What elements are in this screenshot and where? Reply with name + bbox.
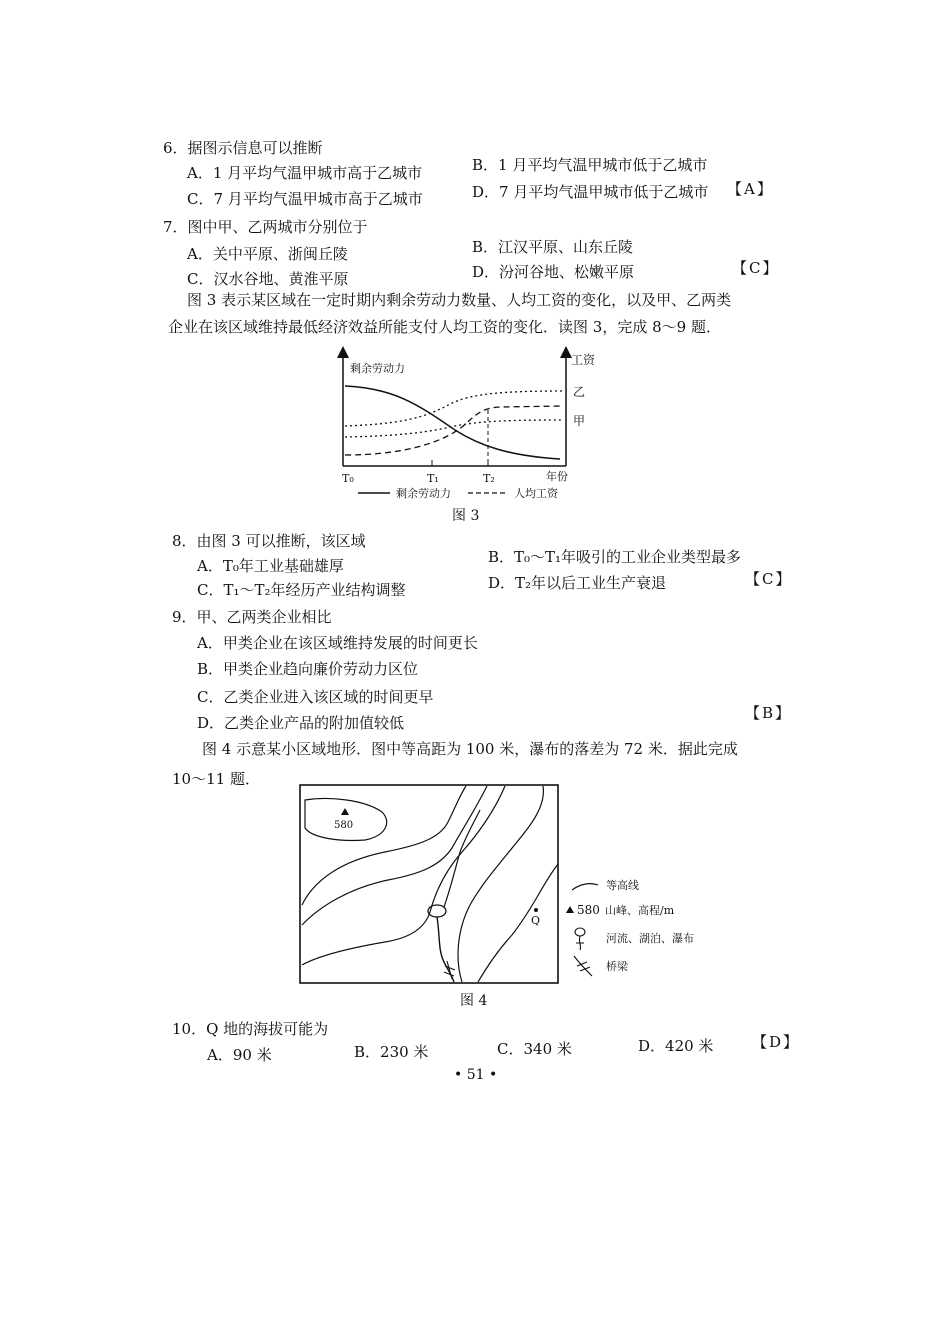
q8-answer: 【C】 bbox=[745, 570, 793, 588]
q6-option-b: B．1 月平均气温甲城市低于乙城市 bbox=[472, 156, 708, 174]
q7-option-a: A．关中平原、浙闽丘陵 bbox=[187, 245, 348, 263]
q6-option-d: D．7 月平均气温甲城市低于乙城市 bbox=[472, 183, 709, 201]
fig3-jia-label: 甲 bbox=[573, 414, 586, 428]
q6-option-c: C．7 月平均气温甲城市高于乙城市 bbox=[187, 190, 423, 208]
q8-option-c: C．T₁～T₂年经历产业结构调整 bbox=[197, 581, 406, 599]
fig4-map-frame bbox=[300, 785, 558, 983]
q7-option-c: C．汉水谷地、黄淮平原 bbox=[187, 270, 349, 288]
fig4-q-label: Q bbox=[531, 914, 541, 927]
fig4-contour-5 bbox=[478, 864, 558, 982]
fig4-legend-bridge-label: 桥梁 bbox=[606, 960, 628, 973]
q6-option-a: A．1 月平均气温甲城市高于乙城市 bbox=[187, 164, 423, 182]
fig4-peak-label: 580 bbox=[334, 820, 354, 831]
fig4-legend-bridge-icon bbox=[574, 956, 592, 976]
q10-answer: 【D】 bbox=[752, 1033, 801, 1051]
fig4-peak-icon bbox=[341, 808, 349, 815]
q10-option-b: B．230 米 bbox=[354, 1043, 429, 1061]
q7-option-b: B．江汉平原、山东丘陵 bbox=[472, 238, 634, 256]
fig4-legend-contour-icon bbox=[572, 884, 598, 890]
q7-option-d: D．汾河谷地、松嫩平原 bbox=[472, 263, 635, 281]
fig3-x-axis-label: 年份 bbox=[546, 470, 568, 483]
fig3-right-axis-label: 工资 bbox=[571, 353, 596, 367]
fig4-caption: 图 4 bbox=[460, 993, 488, 1009]
fig3-legend-solid-label: 剩余劳动力 bbox=[396, 487, 451, 500]
fig3-t1-label: T₁ bbox=[427, 472, 439, 485]
intro-fig3-line2: 企业在该区域维持最低经济效益所能支付人均工资的变化．读图 3，完成 8～9 题． bbox=[168, 318, 721, 336]
fig4-legend-lake-icon bbox=[575, 928, 585, 936]
q8-option-a: A．T₀年工业基础雄厚 bbox=[197, 557, 344, 575]
fig4-legend-contour-label: 等高线 bbox=[606, 879, 639, 892]
q10-option-d: D．420 米 bbox=[638, 1037, 714, 1055]
page-number: • 51 • bbox=[454, 1067, 498, 1083]
fig4-river-upstream bbox=[444, 810, 480, 907]
fig4-legend-peak-label: 山峰、高程/m bbox=[605, 904, 675, 917]
q7-stem: 7．图中甲、乙两城市分别位于 bbox=[163, 218, 368, 236]
fig3-legend-dashed-label: 人均工资 bbox=[514, 487, 558, 500]
fig4-legend-river-label: 河流、湖泊、瀑布 bbox=[606, 932, 694, 945]
q8-option-b: B．T₀～T₁年吸引的工业企业类型最多 bbox=[488, 548, 742, 566]
q8-stem: 8．由图 3 可以推断，该区域 bbox=[172, 532, 366, 550]
fig4-legend-peak-icon bbox=[566, 906, 574, 913]
fig3-caption: 图 3 bbox=[452, 508, 480, 524]
fig4-legend-peak-number: 580 bbox=[577, 903, 600, 917]
q10-stem: 10．Q 地的海拔可能为 bbox=[172, 1020, 329, 1038]
q9-option-d: D．乙类企业产品的附加值较低 bbox=[197, 714, 405, 732]
q9-option-c: C．乙类企业进入该区域的时间更早 bbox=[197, 688, 434, 706]
fig3-left-axis-label: 剩余劳动力 bbox=[350, 362, 405, 375]
fig3-yi-label: 乙 bbox=[573, 385, 586, 399]
q9-stem: 9．甲、乙两类企业相比 bbox=[172, 608, 332, 626]
q9-option-a: A．甲类企业在该区域维持发展的时间更长 bbox=[197, 634, 478, 652]
q8-option-d: D．T₂年以后工业生产衰退 bbox=[488, 574, 667, 592]
intro-fig4-line2: 10～11 题． bbox=[172, 770, 260, 788]
fig4-contour-1 bbox=[302, 786, 466, 905]
fig4-q-point bbox=[534, 908, 538, 912]
q10-option-c: C．340 米 bbox=[497, 1040, 572, 1058]
intro-fig3-line1: 图 3 表示某区域在一定时期内剩余劳动力数量、人均工资的变化，以及甲、乙两类 bbox=[187, 291, 732, 309]
q6-stem: 6．据图示信息可以推断 bbox=[163, 139, 323, 157]
intro-fig4-line1: 图 4 示意某小区域地形．图中等高距为 100 米，瀑布的落差为 72 米．据此完成 bbox=[202, 740, 738, 758]
fig3-t2-label: T₂ bbox=[483, 472, 495, 485]
q6-answer: 【A】 bbox=[727, 180, 774, 198]
q9-answer: 【B】 bbox=[745, 704, 793, 722]
q9-option-b: B．甲类企业趋向廉价劳动力区位 bbox=[197, 660, 419, 678]
q7-answer: 【C】 bbox=[732, 259, 780, 277]
fig3-t0-label: T₀ bbox=[342, 472, 354, 485]
q10-option-a: A．90 米 bbox=[207, 1046, 272, 1064]
fig4-contour-3 bbox=[302, 786, 505, 965]
fig4-legend-river-icon bbox=[576, 936, 584, 950]
